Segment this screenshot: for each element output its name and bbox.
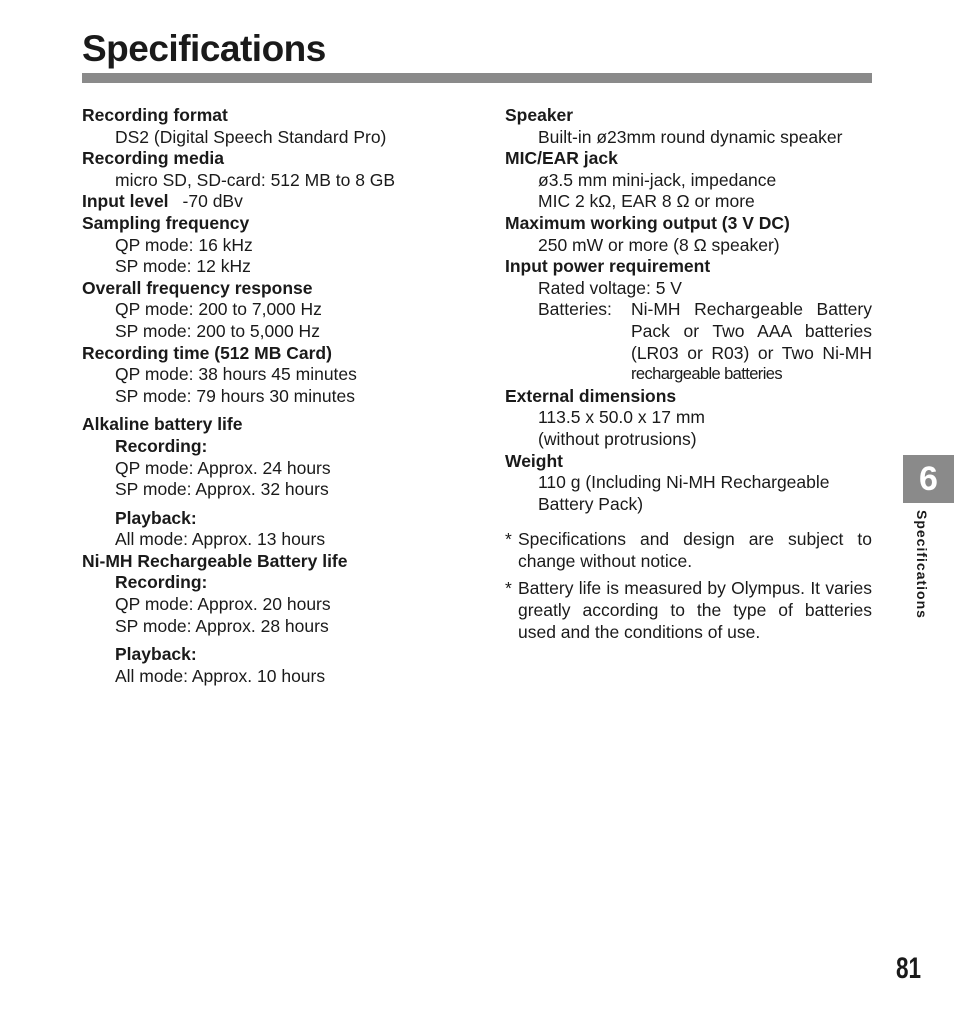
footnote-asterisk: *: [505, 578, 512, 599]
max-output-label: Maximum working output (3 V DC): [505, 212, 790, 233]
specs-left-column: [82, 105, 482, 687]
batteries-line: Ni-MH Rechargeable Battery: [631, 299, 872, 320]
alkaline-recording-qp: QP mode: Approx. 24 hours: [115, 457, 331, 478]
power-rated: Rated voltage: 5 V: [538, 277, 682, 298]
dimensions-label: External dimensions: [505, 385, 677, 406]
footnote-asterisk: *: [505, 529, 512, 550]
batteries-label: Batteries:: [538, 299, 612, 320]
alkaline-playback-all: All mode: Approx. 13 hours: [115, 529, 326, 550]
sampling-frequency-qp: QP mode: 16 kHz: [115, 234, 253, 255]
recording-media-value: micro SD, SD-card: 512 MB to 8 GB: [115, 169, 396, 190]
sampling-frequency-label: Sampling frequency: [82, 212, 250, 233]
recording-time-label: Recording time (512 MB Card): [82, 342, 332, 363]
dimensions-line1: 113.5 x 50.0 x 17 mm: [538, 407, 705, 428]
alkaline-recording-sp: SP mode: Approx. 32 hours: [115, 479, 329, 500]
weight-line1: 110 g (Including Ni-MH Rechargeable: [538, 472, 830, 493]
input-level-value: -70 dBv: [182, 191, 243, 212]
batteries-line: (LR03 or R03) or Two Ni-MH: [631, 342, 872, 363]
nimh-playback-all: All mode: Approx. 10 hours: [115, 665, 326, 686]
footnote-text: Battery life is measured by Olympus. It varies greatly according to the type of batteries used and the conditions of use.: [518, 578, 872, 642]
nimh-recording-sp: SP mode: Approx. 28 hours: [115, 615, 329, 636]
power-batteries: [505, 299, 872, 385]
footnote: [505, 529, 872, 572]
speaker-value: Built-in ø23mm round dynamic speaker: [538, 126, 843, 147]
recording-time-sp: SP mode: 79 hours 30 minutes: [115, 385, 355, 406]
nimh-recording-label: Recording:: [115, 572, 208, 593]
side-section-label: Specifications: [914, 510, 930, 619]
mic-ear-label: MIC/EAR jack: [505, 148, 618, 169]
footnotes: [505, 529, 872, 643]
weight-label: Weight: [505, 450, 564, 471]
footnote: [505, 578, 872, 643]
speaker-label: Speaker: [505, 105, 574, 125]
alkaline-battery-label: Alkaline battery life: [82, 414, 243, 435]
specs-right-column: [505, 105, 872, 649]
mic-ear-line1: ø3.5 mm mini-jack, impedance: [538, 169, 777, 190]
input-level-row: [82, 191, 482, 213]
recording-format-value: DS2 (Digital Speech Standard Pro): [115, 126, 387, 147]
nimh-recording-qp: QP mode: Approx. 20 hours: [115, 594, 331, 615]
alkaline-playback-label: Playback:: [115, 507, 197, 528]
max-output-value: 250 mW or more (8 Ω speaker): [538, 234, 780, 255]
batteries-text: [631, 299, 872, 385]
frequency-response-qp: QP mode: 200 to 7,000 Hz: [115, 299, 322, 320]
mic-ear-line2: MIC 2 kΩ, EAR 8 Ω or more: [538, 191, 755, 212]
dimensions-line2: (without protrusions): [538, 428, 697, 449]
batteries-line: Pack or Two AAA batteries: [631, 320, 872, 341]
recording-format-label: Recording format: [82, 105, 228, 125]
frequency-response-sp: SP mode: 200 to 5,000 Hz: [115, 320, 320, 341]
input-level-label: Input level: [82, 191, 169, 212]
footnote-text: Specifications and design are subject to change without notice.: [518, 529, 872, 571]
page-number: 81: [896, 952, 922, 985]
frequency-response-label: Overall frequency response: [82, 277, 313, 298]
chapter-tab: 6: [903, 455, 954, 503]
sampling-frequency-sp: SP mode: 12 kHz: [115, 256, 251, 277]
nimh-playback-label: Playback:: [115, 644, 197, 665]
recording-media-label: Recording media: [82, 148, 224, 169]
page-title: Specifications: [82, 28, 326, 69]
nimh-battery-label: Ni-MH Rechargeable Battery life: [82, 550, 348, 571]
batteries-line: rechargeable batteries: [631, 365, 782, 384]
weight-line2: Battery Pack): [538, 493, 644, 514]
power-label: Input power requirement: [505, 256, 711, 277]
recording-time-qp: QP mode: 38 hours 45 minutes: [115, 364, 357, 385]
title-rule: [82, 73, 872, 83]
alkaline-recording-label: Recording:: [115, 435, 208, 456]
